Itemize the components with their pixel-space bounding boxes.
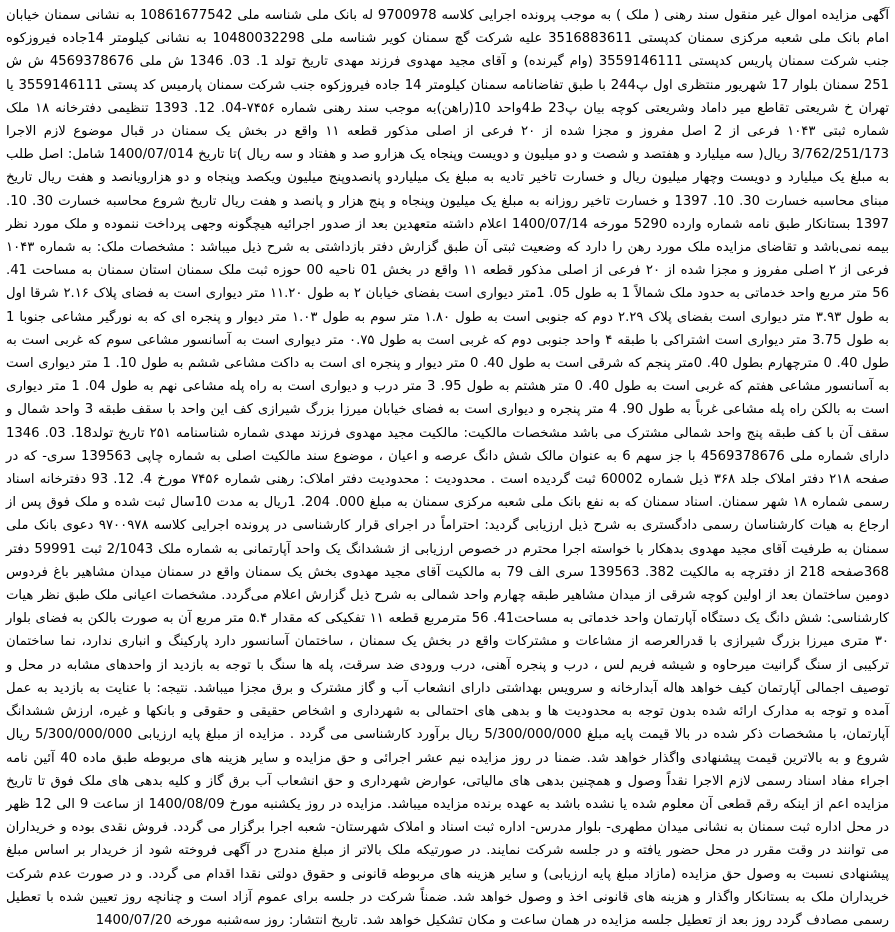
auction-notice-text: آگهی مزایده اموال غیر منقول سند رهنی ( ملک ) به موجب پرونده اجرایی کلاسه 9700978 له بانک ملی شناسه ملی 10861677542 به نشانی سمنان خیابان امام بانک ملی شعبه مرکزی سمنان کدپستی 3516883611 علیه شرکت گچ سمنان کویر شناسه ملی 10480032298 به نشانی کیلومتر 14جاده فیروزکوه جنب شرکت سمنان پاریس کدپستی 3559146111 (وام گیرنده) و آقای مجید مهدوی فرزند مهدی تاریخ تولد 1. 03. 1346 ش ملی 4569378676 ش ش 251 سمنان بلوار 17 شهریور منتظری اول پ244 با طبق تفاضانامه سمنان کیلومتر 14 جاده فیروزکوه جنب شرکت سمنان پارمیس کد پستی 3559146111 یا تهران خ شریعتی تقاطع میر داماد وشریعتی کوچه بیان پ23 ط4واحد 10(راهن)به موجب سند رهنی شماره ۷۴۵۶-04. 12. 1393 تنظیمی دفترخانه ۱۸ ملک شماره ثبتی ۱۰۴۳ فرعی از 2 اصل مفروز و مجزا شده از ۲۰ فرعی از اصلی مذکور قطعه ۱۱ واقع در بخش یک سمنان در قبال موضوع لازم الاجرا 3/762/251/173 ریال( سه میلیارد و هفتصد و شصت و دو میلیون و دویست وپنجاه یک هزارو صد و هفتاد و سه ریال )تا تاریخ 1400/07/014 شامل: اصل طلب به مبلغ یک میلیارد و دویست وچهار میلیون ریال و خسارت تاخیر تادیه به مبلغ یک میلیاردو پانصدوپنج میلیون ویکصد وپنجاه و دو هزارویانصد و هفت ریال تاریخ مبنای محاسبه خسارت 30. 10. 1397 و خسارت تاخیر روزانه به مبلغ یک میلیون وپنجاه و پنج هزار و پانصد و هفت ریال تاریخ شروع محاسبه خسارت 30. 10. 1397 بستانکار طبق نامه شماره وارده 5290 مورخه 1400/07/14 اعلام داشته متعهدین بعد از صدور اجرائیه هیچگونه وجهی پرداخت ننموده و ملک مورد نظر بیمه نمی‌باشد و تقاضای مزایده ملک مورد رهن را دارد که وضعیت ثبتی آن طبق گزارش دفتر بازداشتی به شرح ذیل میباشد : مشخصات ملک: به شماره ۱۰۴۳ فرعی از ۲ اصلی مفروز و مجزا شده از ۲۰ فرعی از اصلی مذکور قطعه ۱۱ واقع در بخش 01 ناحیه 00 حوزه ثبت ملک سمنان استان سمنان به مساحت 41. 56 متر مربع واحد خدماتی به حدود ملک شمالاً 1 به طول 05. 1متر دیواری است بفضای خیابان ۲ به طول ۱۱.۲۰ متر دیواری است به فضای پلاک ۲.۱۶ شرقا اول به طول ۳.۹۳ متر دیواری است بفضای پلاک ۲.۲۹ دوم که جنوبی است به طول ۱.۸۰ متر سوم به طول ۱.۰۳ متر دیوار و پنجره ای که به نورگیر مشاعی جنوبا 1 به طول 3.75 متر دیواری است اشتراکی با طبقه ۴ واحد جنوبی دوم که غربی است به طول ۰.۷۵ متر دیواری است به آسانسور مشاعی سوم که غربی است به طول 40. 0 مترچهارم بطول 40. 0متر پنجم که شرقی است به طول 40. 0 متر دیوار و پنجره ای است به داکت مشاعی ششم به طول 10. 1 متر دیواری است به آسانسور مشاعی هفتم که غربی است به طول 40. 0 متر هشتم به طول 95. 3 متر درب و دیواری است به راه پله مشاعی نهم به طول 04. 1 متر دیواری است به بالکن راه پله مشاعی غرباً به طول 90. 4 متر پنجره و دیواری است به فضای خیابان میرزا بزرگ شیرازی کف این واحد با سقف طبقه 3 واحد شمال و سقف آن با کف طبقه پنج واحد شمالی مشترک می باشد مشخصات مالکیت: مالکیت مجید مهدوی فرزند مهدی شماره شناسنامه ۲۵۱ تاریخ تولد18. 03. 1346 دارای شماره ملی 4569378676 با جز سهم 6 به عنوان مالک شش دانگ عرصه و اعیان ، موضوع سند مالکیت اصلی به شماره چاپی 139563 سری- که در صفحه ۲۱۸ دفتر املاک جلد ۳۶۸ ذیل شماره 60002 ثبت گردیده است . محدودیت : محدودیت دفتر املاک: رهنی شماره ۷۴۵۶ مورخ 4. 12. 93 دفترخانه اسناد رسمی شماره ۱۸ شهر سمنان. اسناد سمنان که به نفع بانک ملی شعبه مرکزی سمنان به مبلغ 000. 204. 1ریال به مدت 10سال ثبت شده و ملک فوق پس از ارجاع به هیات کارشناسان رسمی دادگستری به شرح ذیل ارزیابی گردید: احتراماً در اجرای قرار کارشناسی در پرونده اجرایی کلاسه ۹۷۰۰۹۷۸ دعوی بانک ملی سمنان به طرفیت آقای مجید مهدوی بدهکار با خواسته اجرا محترم در خصوص ارزیابی از ششدانگ یک واحد آپارتمانی به شماره ملک 2/1043 ثبت 59991 دفتر 368صفحه 218 از دفترچه به مالکیت 382. 139563 سری الف 79 به مالکیت آقای مجید مهدوی بخش یک سمنان واقع در سمنان میدان مشاهیر باغ فردوس دومین ساختمان بعد از اولین کوچه شرقی از میدان مشاهیر طبقه چهارم واحد شمالی به شرح ذیل گزارش اعلام می‌گردد. مشخصات اعیانی ملک طبق نظر هیات کارشناسی: شش دانگ یک دستگاه آپارتمان واحد خدماتی به مساحت41. 56 مترمربع قطعه ۱۱ تفکیکی که مقدار ۵.۴ متر مربع آن به صورت بالکن به فضای بلوار ۳۰ متری میرزا بزرگ شیرازی با قدرالعرصه از مشاعات و مشترکات واقع در بخش یک سمنان ، ساختمان آسانسور دارد پارکینگ و انباری ندارد، نما ساختمان ترکیبی از سنگ گرانیت میرحاوه و شیشه فریم لس ، درب و پنجره آهنی، درب ورودی ضد سرقت، پله ها سنگ با توجه به بازدید از واحدهای مشابه در محل و توصیف اجمالی آپارتمان کیف خواهد هاله آبدارخانه و سرویس بهداشتی دارای انشعاب آب و گاز مشترک و برق مجزا میباشد. نتیجه: با عنایت به بازدید به عمل آمده و توجه به مدارک ارائه شده بدون توجه به محدودیت ها و بدهی های احتمالی به شهرداری و اشخاص حقیقی و حقوقی و بانکها و غیره، ارزش ششدانگ آپارتمان، با مشخصات ذکر شده در بالا قیمت پایه مبلغ 5/300/000/000 ریال برآورد کارشناسی می گردد . مزایده از مبلغ پایه ارزیابی 5/300/000/000 ریال شروع و به بالاترین قیمت پیشنهادی واگذار خواهد شد. ضمنا در روز مزایده نیم عشر اجرائی و حق مزایده و سایر هزینه های مربوطه طبق ماده 40 آئین نامه اجراء مفاد اسناد رسمی لازم الاجرا نقداً وصول و همچنین بدهی های مالیاتی، عوارض شهرداری و حق انشعاب آب برق گاز و کلیه بدهی های ملک فوق تا تاریخ مزایده اعم از اینکه رقم قطعی آن معلوم شده یا نشده باشد به عهده برنده مزایده میباشد. مزایده در روز یکشنبه مورخ 1400/08/09 از ساعت 9 الی 12 ظهر در محل اداره ثبت سمنان به نشانی میدان مطهری- بلوار مدرس- اداره ثبت اسناد و املاک شهرستان- شعبه اجرا برگزار می گردد. فروش نقدی بوده و خریداران می توانند در وقت مقرر در محل حضور یافته و در جلسه شرکت نمایند. در صورتیکه ملک بالاتر از مبلغ مندرج در آگهی فروخته شود از خریدار بر اساس مبلغ پیشنهادی نسبت به وصول حق مزایده (مازاد مبلغ پایه ارزیابی) و سایر هزینه های مربوطه قانونی و حقوق دولتی نقدا اقدام می گردد. و در صورت عدم شرکت خریداران ملک به بستانکار واگذار و هزینه های قانونی اخذ و وصول خواهد شد. ضمناً شرکت در جلسه برای عموم آزاد است و چنانچه روز تعیین شده با تعطیل رسمی مصادف گردد روز بعد از تعطیل جلسه مزایده در همان ساعت و مکان تشکیل خواهد شد. تاریخ انتشار: روز سه‌شنبه مورخه 1400/07/20 bbox=[6, 8, 890, 928]
